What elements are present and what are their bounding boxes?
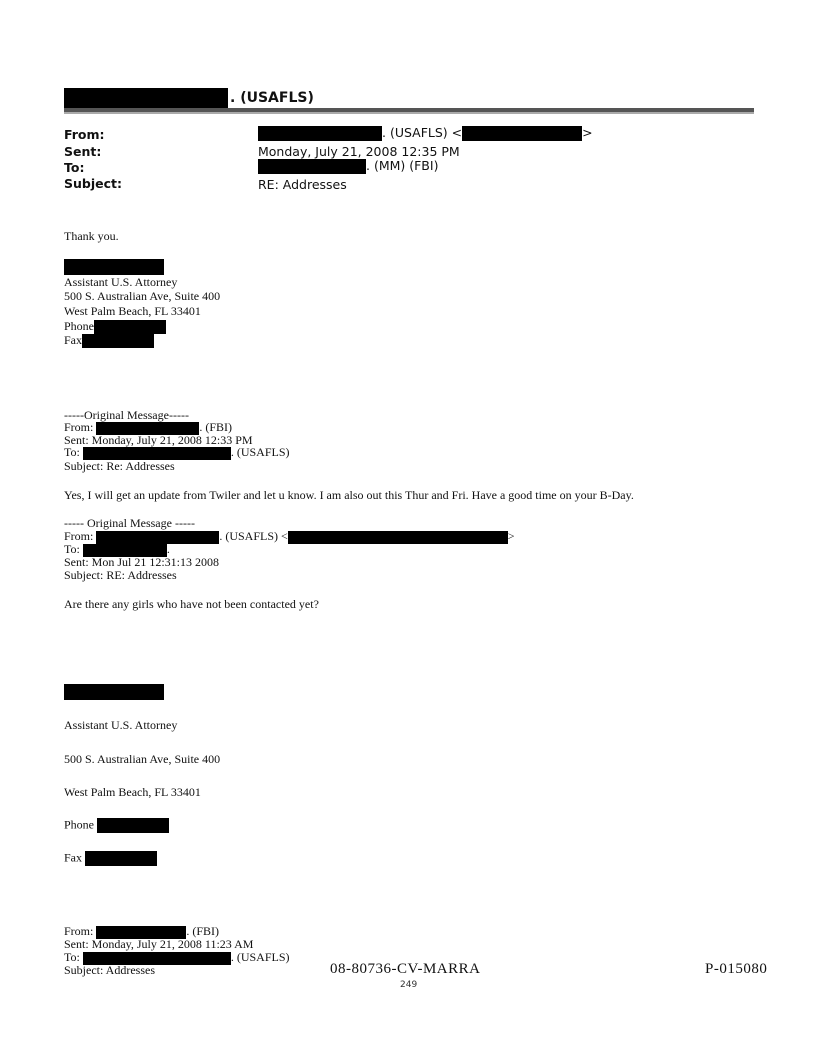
orig2-sig-address-line2: West Palm Beach, FL 33401 xyxy=(64,785,201,799)
to-value xyxy=(258,158,438,174)
reply-body: Thank you. xyxy=(64,229,119,243)
orig3-subject: Subject: Addresses xyxy=(64,963,155,977)
subject-value: RE: Addresses xyxy=(258,177,347,192)
orig1-sent: Sent: Monday, July 21, 2008 12:33 PM xyxy=(64,433,253,447)
orig2-sig-title: Assistant U.S. Attorney xyxy=(64,718,178,732)
from-label: From: xyxy=(64,127,105,142)
case-number: 08-80736-CV-MARRA xyxy=(330,961,481,977)
sig-phone-label: Phone xyxy=(64,319,94,333)
sig-fax-label: Fax xyxy=(64,333,82,347)
original-separator-2: ----- Original Message ----- xyxy=(64,516,195,530)
redacted-orig1-to xyxy=(83,447,231,460)
orig1-body: Yes, I will get an update from Twiler and let u know. I am also out this Thur and Fri. Have a good time on your B-Day. xyxy=(64,488,634,502)
orig2-sig-address-line1: 500 S. Australian Ave, Suite 400 xyxy=(64,752,221,766)
orig2-from-org: . (USAFLS) < xyxy=(219,529,288,543)
header-org: . (USAFLS) xyxy=(230,90,314,106)
orig2-from-close: > xyxy=(507,529,515,543)
redacted-phone xyxy=(94,320,166,334)
orig2-sig-fax-label: Fax xyxy=(64,850,82,865)
orig2-sig-phone xyxy=(64,818,169,833)
sig-address-line2: West Palm Beach, FL 33401 xyxy=(64,304,201,318)
orig2-to-dot: . xyxy=(166,542,170,556)
redacted-fax xyxy=(82,334,154,348)
redacted-signature-name xyxy=(64,259,164,275)
orig1-to-org: . (USAFLS) xyxy=(230,445,290,459)
orig3-sent: Sent: Monday, July 21, 2008 11:23 AM xyxy=(64,937,254,951)
header-divider-shadow xyxy=(64,112,754,114)
redacted-from-name xyxy=(258,126,382,141)
orig2-from-label: From: xyxy=(64,529,94,543)
orig2-sig-phone-label: Phone xyxy=(64,817,94,832)
from-close: > xyxy=(582,125,593,140)
sig-title: Assistant U.S. Attorney xyxy=(64,275,178,289)
from-org: . (USAFLS) < xyxy=(382,125,463,140)
original-separator-1: -----Original Message----- xyxy=(64,408,189,422)
bates-number: P-015080 xyxy=(705,961,768,977)
orig2-sig-fax xyxy=(64,851,157,866)
redacted-orig2-email xyxy=(288,531,508,544)
to-org: . (MM) (FBI) xyxy=(366,158,439,173)
sent-value: Monday, July 21, 2008 12:35 PM xyxy=(258,144,460,159)
orig1-from-org: . (FBI) xyxy=(199,420,233,434)
redacted-to-name xyxy=(258,159,366,174)
to-label: To: xyxy=(64,160,85,175)
orig1-to xyxy=(64,446,290,460)
orig2-body: Are there any girls who have not been contacted yet? xyxy=(64,597,319,611)
orig1-to-label: To: xyxy=(64,445,80,459)
orig2-subject: Subject: RE: Addresses xyxy=(64,568,177,582)
sent-label: Sent: xyxy=(64,144,102,159)
redacted-phone-2 xyxy=(97,818,169,833)
subject-label: Subject: xyxy=(64,176,122,191)
redacted-signature-name-2 xyxy=(64,684,164,700)
redacted-fax-2 xyxy=(85,851,157,866)
orig3-from-label: From: xyxy=(64,924,94,938)
orig1-from-label: From: xyxy=(64,420,94,434)
orig3-from-org: . (FBI) xyxy=(186,924,220,938)
redacted-sender-name xyxy=(64,88,228,108)
sig-fax xyxy=(64,334,154,348)
from-value xyxy=(258,125,593,141)
orig2-from xyxy=(64,530,515,544)
sig-address-line1: 500 S. Australian Ave, Suite 400 xyxy=(64,289,221,303)
orig3-to-label: To: xyxy=(64,950,80,964)
email-header-bar xyxy=(64,88,754,110)
orig2-sent: Sent: Mon Jul 21 12:31:13 2008 xyxy=(64,555,220,569)
page-number: 249 xyxy=(400,980,418,990)
orig2-to-label: To: xyxy=(64,542,80,556)
orig1-subject: Subject: Re: Addresses xyxy=(64,459,175,473)
redacted-orig2-from xyxy=(96,531,219,544)
orig3-to-org: . (USAFLS) xyxy=(230,950,290,964)
redacted-from-email xyxy=(462,126,582,141)
